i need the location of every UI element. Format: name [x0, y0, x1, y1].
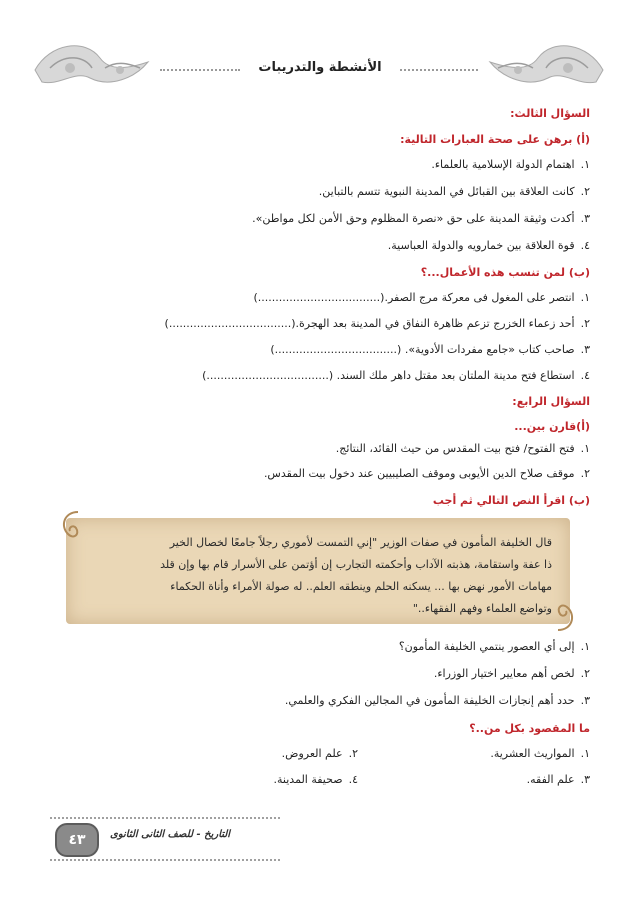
page-number-badge: ٤٣: [55, 823, 99, 857]
q4-a-title: (أ)قارن بين...: [514, 420, 590, 433]
list-item: ٢.موقف صلاح الدين الأيوبى وموقف الصليبيين عند دخول بيت المقدس.: [263, 467, 590, 480]
list-item: ٢.أحد زعماء الخزرج تزعم ظاهرة النفاق في المدينة بعد الهجرة.(...................................): [164, 317, 590, 330]
q3-a-title: (أ) برهن على صحة العبارات التالية:: [400, 133, 590, 146]
q4-c-title: ما المقصود بكل من..؟: [469, 722, 590, 735]
quote-box: [66, 518, 570, 624]
list-item: ٤.صحيفة المدينة.: [273, 773, 358, 786]
list-item: ١.إلى أي العصور ينتمي الخليفة المأمون؟: [398, 640, 590, 653]
footer-dots-top: [50, 817, 280, 819]
ornament-left-icon: [30, 38, 155, 98]
list-item: ٣.صاحب كتاب «جامع مفردات الأدوية». (...................................): [270, 343, 590, 356]
list-item: ١.فتح الفتوح/ فتح بيت المقدس من حيث القائد، النتائج.: [335, 442, 590, 455]
footer-subject: التاريخ - للصف الثانى الثانوى: [110, 829, 231, 840]
q3-title: السؤال الثالث:: [510, 107, 590, 120]
page-footer: [0, 815, 638, 865]
q4-title: السؤال الرابع:: [512, 395, 590, 408]
header-title: الأنشطة والتدريبات: [258, 60, 382, 75]
scroll-curl-icon: [58, 508, 86, 548]
ornament-right-icon: [483, 38, 608, 98]
list-item: ١.المواريث العشرية.: [490, 747, 590, 760]
q4-b-title: (ب) اقرأ النص التالي ثم أجب: [432, 494, 590, 507]
header-dots-right: [400, 69, 478, 71]
list-item: ١.اهتمام الدولة الإسلامية بالعلماء.: [431, 158, 590, 171]
header-dots-left: [160, 69, 240, 71]
q3-b-title: (ب) لمن تنسب هذه الأعمال...؟: [420, 266, 590, 279]
list-item: ٤.قوة العلاقة بين خمارويه والدولة العباسية.: [387, 239, 590, 252]
footer-dots-bottom: [50, 859, 280, 861]
list-item: ٢.لخص أهم معايير اختيار الوزراء.: [433, 667, 590, 680]
list-item: ٤.استطاع فتح مدينة الملتان بعد مقتل داهر ملك السند. (...................................): [202, 369, 590, 382]
quote-text: قال الخليفة المأمون في صفات الوزير "إني التمست لأموري رجلاً جامعًا لخصال الخير ذا عفة واستقامة، هذبته الآداب وأحكمته التجارب إن أؤتمن على الأسرار قام بها وإن قلد مهامات الأمور نهض بها ... يسكنه الحلم وينطقه العلم.. له صولة الأمراء وأناة الحكماء وتواضع العلماء وفهم الفقهاء..": [160, 536, 552, 615]
list-item: ٣.علم الفقه.: [526, 773, 590, 786]
list-item: ٢.علم العروض.: [281, 747, 358, 760]
scroll-curl-icon: [550, 594, 578, 634]
list-item: ١.انتصر على المغول فى معركة مرج الصفر.(...................................): [253, 291, 590, 304]
list-item: ٢.كانت العلاقة بين القبائل في المدينة النبوية تتسم بالتباين.: [318, 185, 590, 198]
page-header: [0, 38, 638, 108]
list-item: ٣.أكدت وثيقة المدينة على حق «نصرة المظلوم وحق الأمن لكل مواطن».: [252, 212, 590, 225]
list-item: ٣.حدد أهم إنجازات الخليفة المأمون في المجالين الفكري والعلمي.: [284, 694, 590, 707]
